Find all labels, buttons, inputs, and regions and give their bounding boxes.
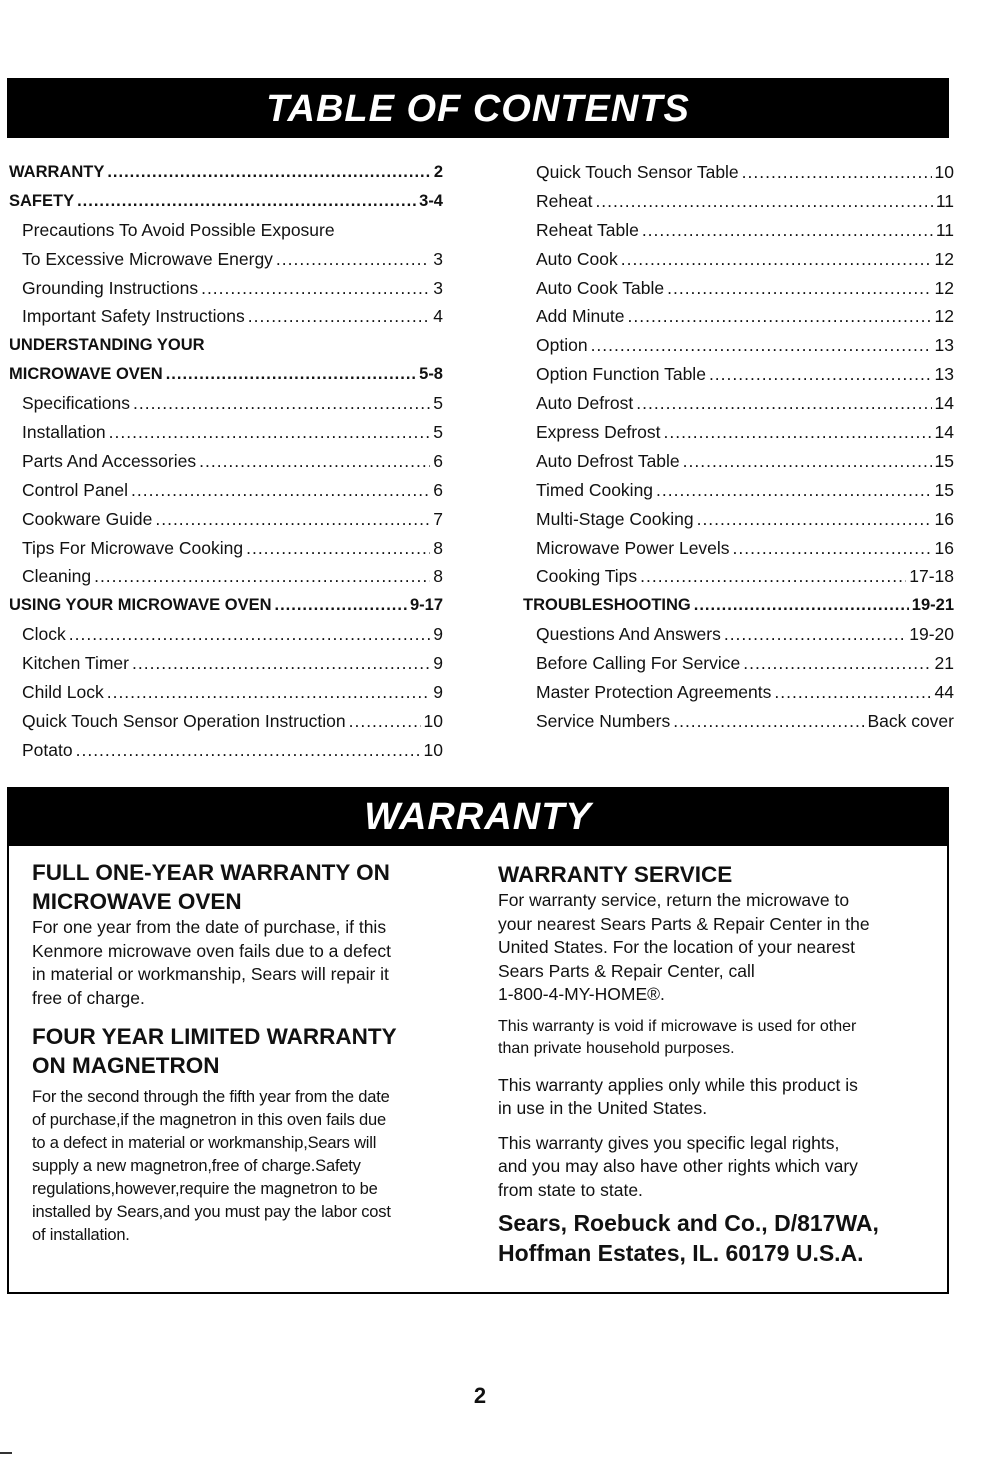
full-warranty-heading-line1: FULL ONE-YEAR WARRANTY ON — [32, 860, 390, 885]
toc-entry-label: Parts And Accessories — [22, 450, 197, 471]
text-line: from state to state. — [498, 1179, 643, 1200]
text-line: to a defect in material or workmanship,Sears will — [32, 1134, 377, 1152]
toc-leader-dots — [636, 389, 931, 418]
toc-entry-page: 6 — [433, 450, 443, 471]
toc-entry-label: Kitchen Timer — [22, 653, 129, 674]
toc-leader-dots — [275, 591, 407, 620]
warranty-service-heading: WARRANTY SERVICE — [498, 862, 733, 887]
toc-entry-page: 12 — [934, 306, 954, 327]
toc-entry — [523, 707, 954, 736]
toc-entry-label: Reheat — [536, 190, 593, 211]
text-line: installed by Sears,and you must pay the labor cost — [32, 1203, 391, 1221]
toc-leader-dots — [77, 187, 416, 216]
toc-entry-label: Add Minute — [536, 306, 625, 327]
toc-entry-page: 12 — [934, 248, 954, 269]
warranty-title: WARRANTY — [7, 787, 949, 846]
toc-leader-dots — [697, 505, 932, 534]
toc-entry-page: 21 — [934, 653, 954, 674]
toc-entry-label: Control Panel — [22, 479, 129, 500]
toc-leader-dots — [132, 649, 430, 678]
toc-entry-label: Specifications — [22, 393, 130, 414]
toc-entry-label: USING YOUR MICROWAVE OVEN — [9, 596, 272, 615]
toc-entry-page: 9 — [433, 624, 443, 645]
toc-leader-dots — [742, 158, 932, 187]
toc-entry — [523, 274, 954, 303]
text-line: This warranty is void if microwave is used for other — [498, 1017, 857, 1035]
toc-title: TABLE OF CONTENTS — [7, 78, 949, 138]
text-line: Sears Parts & Repair Center, call — [498, 960, 755, 981]
toc-entry-page: 5-8 — [419, 365, 443, 384]
toc-entry-page: 16 — [934, 537, 954, 558]
toc-entry-page: 12 — [934, 277, 954, 298]
toc-entry-label: Auto Cook Table — [536, 277, 665, 298]
toc-entry-page: 13 — [934, 364, 954, 385]
phone-number: 1-800-4-MY-HOME®. — [498, 984, 665, 1004]
toc-entry-page: 3 — [433, 277, 443, 298]
toc-entry-label: Quick Touch Sensor Operation Instruction — [22, 710, 346, 731]
text-line: This warranty applies only while this product is — [498, 1074, 858, 1095]
toc-entry — [523, 447, 954, 476]
toc-entry-label: Questions And Answers — [536, 624, 721, 645]
toc-leader-dots — [673, 707, 864, 736]
toc-entry-label: SAFETY — [9, 191, 75, 210]
toc-entry-page: 9 — [433, 653, 443, 674]
toc-entry — [9, 447, 443, 476]
toc-entry-label: Before Calling For Service — [536, 653, 741, 674]
toc-entry-page: 7 — [433, 508, 443, 529]
toc-entry-label: Option Function Table — [536, 364, 706, 385]
toc-entry-page: 10 — [423, 739, 443, 760]
toc-entry — [523, 418, 954, 447]
text-line: For the second through the fifth year from the date — [32, 1088, 390, 1106]
toc-entry — [9, 158, 443, 187]
toc-leader-dots — [166, 360, 416, 389]
toc-entry-page: 10 — [423, 710, 443, 731]
toc-entry-page: 13 — [934, 335, 954, 356]
toc-entry-page: 3-4 — [419, 191, 443, 210]
applies-text — [498, 1074, 943, 1121]
toc-leader-dots — [199, 447, 430, 476]
toc-entry — [9, 331, 443, 360]
full-warranty-heading-line2: MICROWAVE OVEN — [32, 889, 242, 914]
toc-entry-page: 14 — [934, 422, 954, 443]
toc-entry — [9, 505, 443, 534]
sears-address-line1: Sears, Roebuck and Co., D/817WA, — [498, 1210, 879, 1236]
toc-entry-label: To Excessive Microwave Energy — [22, 248, 273, 269]
toc-leader-dots — [683, 447, 932, 476]
toc-leader-dots — [656, 476, 931, 505]
toc-entry — [523, 562, 954, 591]
toc-leader-dots — [94, 562, 430, 591]
toc-leader-dots — [774, 678, 931, 707]
toc-leader-dots — [628, 302, 932, 331]
toc-leader-dots — [107, 158, 430, 187]
toc-entry-label: WARRANTY — [9, 163, 105, 181]
text-line: Kenmore microwave oven fails due to a defect — [32, 940, 391, 961]
toc-leader-dots — [107, 678, 431, 707]
toc-entry-label: Potato — [22, 739, 73, 760]
page-number: 2 — [473, 1383, 487, 1408]
toc-entry-page: 5 — [433, 393, 443, 414]
toc-entry-label: Cookware Guide — [22, 508, 153, 529]
toc-leader-dots — [246, 534, 430, 563]
toc-entry-page: 8 — [433, 566, 443, 587]
toc-entry-page: 19-20 — [909, 624, 954, 645]
toc-leader-dots — [595, 187, 932, 216]
toc-entry — [523, 476, 954, 505]
toc-entry — [9, 389, 443, 418]
toc-entry-page: 15 — [934, 479, 954, 500]
warranty-service-text — [498, 889, 943, 1007]
toc-entry — [9, 591, 443, 620]
toc-entry-page: 10 — [934, 162, 954, 182]
toc-entry-label: Cooking Tips — [536, 566, 638, 587]
toc-entry — [523, 187, 954, 216]
toc-leader-dots — [591, 331, 932, 360]
toc-entry-label: UNDERSTANDING YOUR — [9, 336, 205, 355]
toc-entry-page: 8 — [433, 537, 443, 558]
text-line: in material or workmanship, Sears will repair it — [32, 964, 389, 984]
text-line: than private household purposes. — [498, 1039, 735, 1057]
toc-entry-label: Reheat Table — [536, 219, 639, 240]
toc-leader-dots — [733, 534, 932, 563]
toc-entry — [523, 302, 954, 331]
toc-entry — [523, 360, 954, 389]
toc-entry-label: Important Safety Instructions — [22, 306, 245, 327]
text-line: For warranty service, return the microwave to — [498, 890, 850, 910]
toc-entry — [9, 274, 443, 303]
toc-entry-page: 3 — [433, 248, 443, 269]
sears-address-line2: Hoffman Estates, IL. 60179 U.S.A. — [498, 1240, 864, 1266]
toc-entry-label: TROUBLESHOOTING — [523, 596, 691, 615]
toc-entry — [9, 476, 443, 505]
text-line: United States. For the location of your nearest — [498, 937, 855, 957]
corner-mark — [0, 1452, 12, 1454]
toc-entry-label: Quick Touch Sensor Table — [536, 162, 739, 182]
warranty-left-column — [32, 846, 472, 1247]
toc-right-column — [523, 158, 954, 736]
toc-entry-label: Timed Cooking — [536, 479, 654, 500]
full-warranty-text — [32, 916, 472, 1010]
toc-entry-label: Auto Cook — [536, 248, 618, 269]
toc-entry-label: Microwave Power Levels — [536, 537, 730, 558]
toc-leader-dots — [76, 736, 421, 765]
toc-entry-page: 6 — [433, 479, 443, 500]
toc-entry-label: Auto Defrost — [536, 393, 634, 414]
toc-entry-page: 2 — [433, 163, 443, 181]
toc-leader-dots — [621, 245, 932, 274]
toc-entry — [9, 707, 443, 736]
text-line: free of charge. — [32, 987, 145, 1008]
toc-entry — [9, 216, 443, 245]
toc-entry-label: Child Lock — [22, 682, 104, 703]
toc-entry-label: Multi-Stage Cooking — [536, 508, 694, 529]
warranty-box — [7, 846, 949, 1294]
toc-entry — [523, 245, 954, 274]
toc-entry-label: Clock — [22, 624, 66, 645]
toc-entry — [523, 216, 954, 245]
four-year-heading-line1: FOUR YEAR LIMITED WARRANTY — [32, 1024, 397, 1049]
toc-entry-page: 44 — [934, 682, 954, 703]
toc-entry-page: Back cover — [867, 710, 954, 731]
text-line: regulations,however,require the magnetron to be — [32, 1180, 378, 1198]
toc-entry-page: 17-18 — [909, 566, 954, 587]
toc-entry-label: Auto Defrost Table — [536, 450, 680, 471]
toc-entry-page: 4 — [433, 306, 443, 327]
toc-left-column — [9, 158, 443, 765]
text-line: This warranty gives you specific legal rights, — [498, 1132, 840, 1153]
toc-entry-label: Cleaning — [22, 566, 92, 587]
rights-text — [498, 1132, 943, 1203]
toc-leader-dots — [201, 274, 430, 303]
toc-entry — [523, 505, 954, 534]
text-line: of purchase,if the magnetron in this oven fails due — [32, 1111, 386, 1129]
toc-leader-dots — [131, 476, 430, 505]
toc-entry-label: Precautions To Avoid Possible Exposure — [22, 219, 335, 240]
toc-entry — [523, 331, 954, 360]
toc-entry-page: 16 — [934, 508, 954, 529]
toc-entry — [523, 534, 954, 563]
toc-entry-page: 11 — [935, 219, 954, 240]
toc-leader-dots — [724, 620, 906, 649]
toc-entry-label: MICROWAVE OVEN — [9, 365, 163, 384]
toc-entry — [9, 360, 443, 389]
text-line: supply a new magnetron,free of charge.Safety — [32, 1157, 361, 1175]
toc-entry — [9, 620, 443, 649]
toc-leader-dots — [663, 418, 931, 447]
toc-leader-dots — [349, 707, 421, 736]
toc-leader-dots — [667, 274, 931, 303]
toc-leader-dots — [248, 302, 431, 331]
void-text — [498, 1016, 943, 1060]
toc-entry-page: 5 — [433, 422, 443, 443]
toc-entry — [9, 562, 443, 591]
toc-leader-dots — [276, 245, 430, 274]
toc-entry-page: 9 — [433, 682, 443, 703]
toc-entry-label: Tips For Microwave Cooking — [22, 537, 244, 558]
text-line: in use in the United States. — [498, 1098, 708, 1118]
toc-entry-label: Option — [536, 335, 588, 356]
toc-entry — [523, 620, 954, 649]
toc-entry — [523, 389, 954, 418]
toc-leader-dots — [133, 389, 430, 418]
text-line: and you may also have other rights which vary — [498, 1156, 858, 1176]
four-year-heading-line2: ON MAGNETRON — [32, 1053, 220, 1078]
toc-entry-label: Master Protection Agreements — [536, 682, 772, 703]
toc-entry — [523, 649, 954, 678]
text-line: For one year from the date of purchase, if this — [32, 917, 387, 937]
four-year-text — [32, 1086, 472, 1247]
toc-entry-page: 11 — [935, 190, 954, 211]
text-line: of installation. — [32, 1226, 130, 1244]
toc-entry-page: 14 — [934, 393, 954, 414]
toc-entry — [523, 678, 954, 707]
toc-entry — [9, 418, 443, 447]
toc-leader-dots — [69, 620, 431, 649]
toc-leader-dots — [109, 418, 431, 447]
toc-entry-label: Grounding Instructions — [22, 277, 199, 298]
toc-entry — [9, 736, 443, 765]
toc-entry — [523, 591, 954, 620]
toc-entry-page: 19-21 — [911, 596, 954, 615]
toc-leader-dots — [743, 649, 931, 678]
toc-entry — [523, 158, 954, 187]
toc-entry — [9, 678, 443, 707]
toc-entry — [9, 187, 443, 216]
toc-entry — [9, 649, 443, 678]
toc-entry-label: Express Defrost — [536, 422, 661, 443]
toc-leader-dots — [642, 216, 933, 245]
text-line: your nearest Sears Parts & Repair Center in the — [498, 913, 870, 934]
toc-entry — [9, 245, 443, 274]
toc-entry — [9, 534, 443, 563]
toc-entry — [9, 302, 443, 331]
toc-leader-dots — [709, 360, 932, 389]
toc-entry-label: Installation — [22, 422, 106, 443]
toc-entry-page: 15 — [934, 450, 954, 471]
toc-entry-page: 9-17 — [409, 596, 443, 615]
warranty-right-column — [498, 846, 943, 1268]
toc-leader-dots — [155, 505, 430, 534]
toc-leader-dots — [694, 591, 909, 620]
toc-leader-dots — [640, 562, 906, 591]
toc-entry-label: Service Numbers — [536, 710, 671, 731]
